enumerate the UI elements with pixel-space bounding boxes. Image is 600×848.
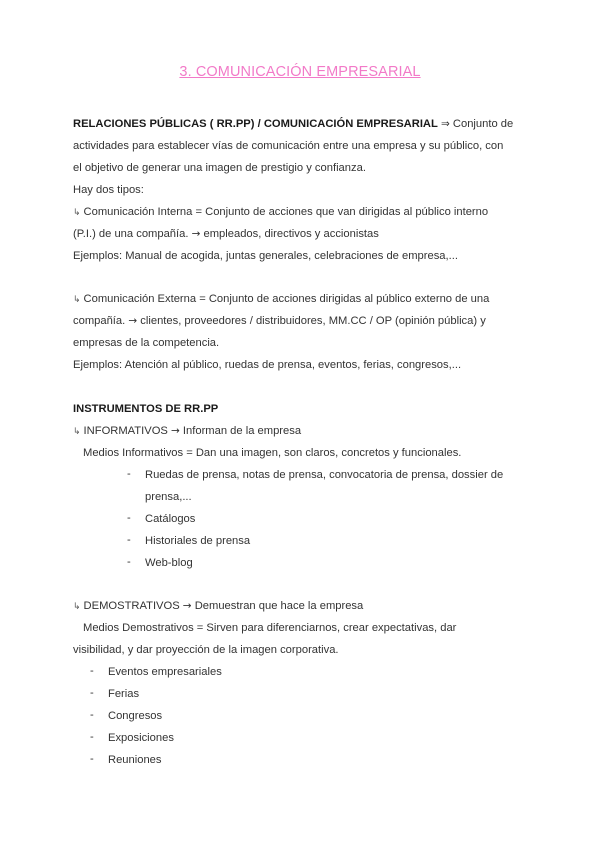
bullet-dash: - — [127, 468, 131, 480]
demostrativos-title: DEMOSTRATIVOS — [83, 600, 180, 612]
double-arrow-icon: ⇒ — [440, 118, 450, 130]
interna-text-2b: empleados, directivos y accionistas — [203, 228, 379, 240]
bullet-dash: - — [90, 709, 94, 721]
bullet-dash: - — [127, 556, 131, 568]
externa-examples: Ejemplos: Atención al público, ruedas de prensa, eventos, ferias, congresos,... — [73, 359, 462, 371]
rrpp-definition-text-1: Conjunto de — [452, 118, 514, 130]
rrpp-definition-line-2: actividades para establecer vías de comunicación entre una empresa y su público, con — [73, 140, 504, 152]
informativos-item-3: Historiales de prensa — [145, 535, 251, 547]
demostrativos-item-5: Reuniones — [108, 754, 162, 766]
hook-arrow-icon: ↳ — [73, 208, 81, 218]
bullet-dash: - — [127, 534, 131, 546]
bullet-dash: - — [90, 687, 94, 699]
externa-line-3: empresas de la competencia. — [73, 337, 220, 349]
externa-text-1: Comunicación Externa = Conjunto de acciones dirigidas al público externo de una — [83, 293, 490, 305]
demostrativos-medios-1: Medios Demostrativos = Sirven para diferenciarnos, crear expectativas, dar — [83, 622, 457, 634]
informativos-medios: Medios Informativos = Dan una imagen, son claros, concretos y funcionales. — [83, 447, 462, 459]
informativos-item-2: Catálogos — [145, 513, 196, 525]
externa-line-1 — [73, 292, 489, 307]
interna-text-2a: (P.I.) de una compañía. — [73, 228, 189, 240]
bullet-dash: - — [90, 731, 94, 743]
demostrativos-item-1: Eventos empresariales — [108, 666, 222, 678]
externa-text-2b: clientes, proveedores / distribuidores, MM.CC / OP (opinión pública) y — [140, 315, 486, 327]
informativos-title: INFORMATIVOS — [83, 425, 168, 437]
informativos-line — [73, 424, 301, 439]
demostrativos-line — [73, 599, 363, 614]
right-arrow-icon: → — [170, 425, 180, 437]
hook-arrow-icon: ↳ — [73, 602, 81, 612]
page-title: 3. COMUNICACIÓN EMPRESARIAL — [179, 64, 421, 80]
rrpp-definition-line-3: el objetivo de generar una imagen de prestigio y confianza. — [73, 162, 366, 174]
interna-line-1 — [73, 205, 488, 220]
informativos-desc: Informan de la empresa — [182, 425, 302, 437]
hook-arrow-icon: ↳ — [73, 295, 81, 305]
bullet-dash: - — [127, 512, 131, 524]
externa-line-2 — [73, 314, 486, 328]
interna-line-2 — [73, 227, 379, 241]
bullet-dash: - — [90, 753, 94, 765]
bullet-dash: - — [90, 665, 94, 677]
demostrativos-item-3: Congresos — [108, 710, 163, 722]
demostrativos-item-4: Exposiciones — [108, 732, 174, 744]
right-arrow-icon: → — [191, 228, 201, 240]
interna-text-1: Comunicación Interna = Conjunto de acciones que van dirigidas al público interno — [83, 206, 489, 218]
informativos-item-4: Web-blog — [145, 557, 193, 569]
interna-examples: Ejemplos: Manual de acogida, juntas generales, celebraciones de empresa,... — [73, 250, 458, 262]
informativos-item-1: Ruedas de prensa, notas de prensa, convocatoria de prensa, dossier de — [145, 469, 504, 481]
hook-arrow-icon: ↳ — [73, 427, 81, 437]
rrpp-definition-line-1 — [73, 117, 513, 131]
rrpp-heading: RELACIONES PÚBLICAS ( RR.PP) / COMUNICACIÓN EMPRESARIAL — [73, 118, 438, 130]
right-arrow-icon: → — [128, 315, 138, 327]
informativos-item-1-cont: prensa,... — [145, 491, 192, 503]
instrumentos-heading: INSTRUMENTOS DE RR.PP — [73, 403, 219, 415]
right-arrow-icon: → — [182, 600, 192, 612]
types-intro: Hay dos tipos: — [73, 184, 144, 196]
demostrativos-medios-2: visibilidad, y dar proyección de la imagen corporativa. — [73, 644, 339, 656]
externa-text-2a: compañía. — [73, 315, 126, 327]
demostrativos-desc: Demuestran que hace la empresa — [194, 600, 364, 612]
demostrativos-item-2: Ferias — [108, 688, 140, 700]
